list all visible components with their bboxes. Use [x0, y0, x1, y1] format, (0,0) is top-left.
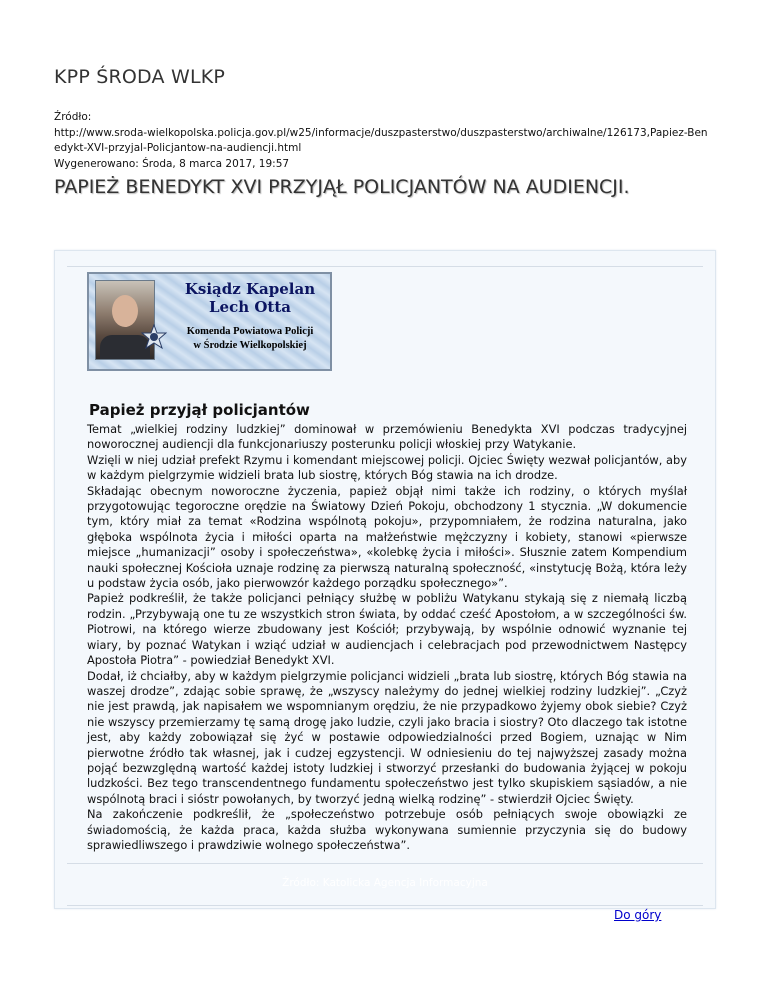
paragraph: Temat „wielkiej rodziny ludzkiej” dominował w przemówieniu Benedykta XVI podczas tradycyjnej noworocznej audiencji dla funkcjonariuszy posterunku policji włoskiej przy Watykanie. — [87, 422, 687, 452]
banner-line1: Ksiądz Kapelan — [184, 280, 316, 298]
banner-line3: Komenda Powiatowa Policji — [186, 326, 314, 337]
banner-line4: w Środzie Wielkopolskiej — [193, 340, 307, 351]
source-note: Źródło: Katolicka Agencja Informacyjna — [282, 877, 488, 889]
paragraph: Składając obecnym noworoczne życzenia, papież objął nimi także ich rodziny, o których myślał przygotowując tegoroczne orędzie na Światowy Dzień Pokoju, obchodzony 1 stycznia. „W dokumencie tym, który miał za temat «Rodzina wspólnotą pokoju», przypomniałem, że rodzina naturalna, jako głęboka wspólnota życia i miłości oparta na małżeństwie mężczyzny i kobiety, stanowi «pierwsze miejsce „humanizacji” osoby i społeczeństwa», «kolebkę życia i miłości». Słusznie zatem Kompendium nauki społecznej Kościoła uznaje rodzinę za pierwszą naturalną społeczność, «instytucję Bożą, która leży u podstaw życia osób, jako pierwowzór każdego porządku społecznego»”. — [87, 483, 687, 591]
source-label: Źródło: — [54, 111, 92, 123]
source-url-line1: http://www.sroda-wielkopolska.policja.gov.pl/w25/informacje/duszpasterstwo/duszpasterstwo/archiwalne/126173,Papiez-Ben — [54, 126, 708, 139]
paragraph: Papież podkreślił, że także policjanci pełniący służbę w pobliżu Watykanu stykają się z niemałą liczbą rodzin. „Przybywają one tu ze wszystkich stron świata, by oddać cześć Apostołom, a w szczególności św. Piotrowi, na którego wierze zbudowany jest Kościół; przybywają, by wspólnie odnowić wyznanie tej wiary, by poznać Watykan i wziąć udział w audiencjach i celebracjach pod przewodnictwem Następcy Apostoła Piotra” - powiedział Benedykt XVI. — [87, 591, 687, 668]
divider-bottom — [67, 863, 703, 864]
site-title: KPP ŚRODA WLKP — [54, 66, 226, 88]
police-star-icon — [141, 324, 167, 350]
article-heading: Papież przyjął policjantów — [89, 401, 310, 419]
paragraph: Dodał, iż chciałby, aby w każdym pielgrzymie policjanci widzieli „brata lub siostrę, których Bóg stawia na waszej drodze”, zdając sobie sprawę, że „wszyscy należymy do jednej wielkiej rodziny ludzkiej”. „Czyż nie jest prawdą, jak napisałem we wspomnianym orędziu, że nie przypadkowo żyjemy obok siebie? Czyż nie wszyscy przemierzamy tę samą drogę jako ludzie, czyli jako bracia i siostry? Oto dlaczego tak istotne jest, aby każdy zobowiązał się żyć w postawie odpowiedzialności przed Bogiem, uznając w Nim pierwotne źródło tak własnej, jak i cudzej egzystencji. W odniesieniu do tej najwyższej zasady można pojąć bezwzględną wartość każdej istoty ludzkiej i stworzyć przesłanki do budowania żyjącej w pokoju ludzkości. Bez tego transcendentnego fundamentu społeczeństwo jest tylko skupiskiem sąsiadów, a nie wspólnotą braci i sióstr powołanych, by tworzyć jedną wielką rodzinę” - stwierdził Ojciec Święty. — [87, 668, 687, 806]
chaplain-banner-image — [87, 272, 332, 371]
source-meta — [54, 110, 708, 172]
divider-footer — [67, 905, 703, 906]
source-url-line2: edykt-XVI-przyjal-Policjantow-na-audiencji.html — [54, 142, 302, 154]
banner-line2: Lech Otta — [209, 298, 291, 316]
divider-top — [67, 266, 703, 267]
paragraph: Na zakończenie podkreślił, że „społeczeństwo potrzebuje osób pełniących swoje obowiązki ze świadomością, że każda praca, każda służba wykonywana sumiennie przyczynia się do budowy sprawiedliwszego i prawdziwie wolnego społeczeństwa”. — [87, 807, 687, 852]
article-content — [87, 401, 687, 853]
back-to-top-link[interactable]: Do góry — [614, 908, 662, 922]
article-panel — [54, 250, 716, 909]
article-title: PAPIEŻ BENEDYKT XVI PRZYJĄŁ POLICJANTÓW NA AUDIENCJI. — [54, 176, 630, 198]
chaplain-face — [112, 295, 138, 327]
paragraph: Wzięli w niej udział prefekt Rzymu i komendant miejscowej policji. Ojciec Święty wezwał policjantów, aby w każdym pielgrzymie widzieli brata lub siostrę, których Bóg stawia na ich drodze. — [87, 452, 687, 483]
generated-date: Wygenerowano: Środa, 8 marca 2017, 19:57 — [54, 157, 290, 170]
